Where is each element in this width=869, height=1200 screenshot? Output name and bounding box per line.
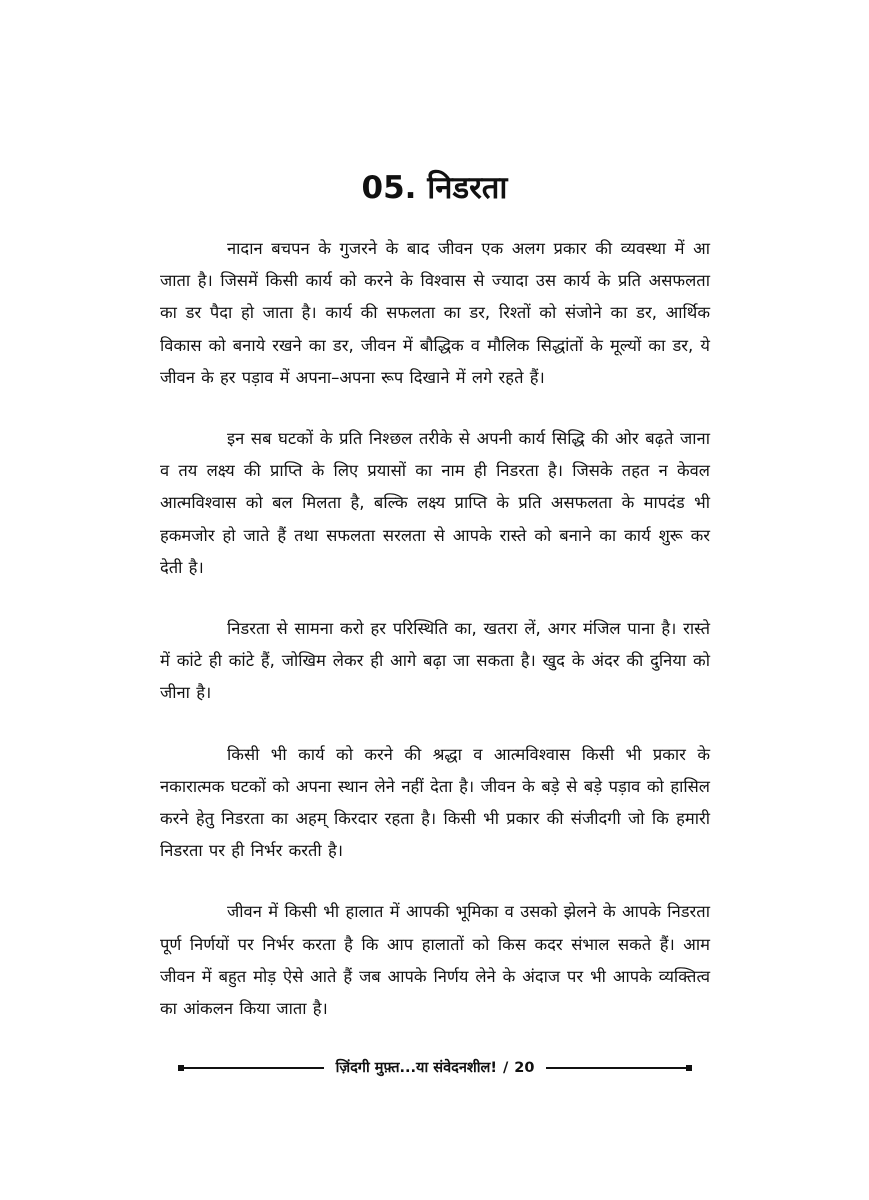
chapter-body: [160, 233, 710, 1054]
chapter-title: 05. निडरता: [361, 170, 508, 206]
page-footer: [178, 1056, 692, 1080]
paragraph-1: नादान बचपन के गुजरने के बाद जीवन एक अलग प्रकार की व्यवस्था में आ जाता है। जिसमें किसी कार्य को करने के विश्वास से ज्यादा उस कार्य के प्रति असफलता का डर पैदा हो जाता है। कार्य की सफलता का डर, रिश्तों को संजोने का डर, आर्थिक विकास को बनाये रखने का डर, जीवन में बौद्धिक व मौलिक सिद्धांतों के मूल्यों का डर, ये जीवन के हर पड़ाव में अपना–अपना रूप दिखाने में लगे रहते हैं।: [160, 239, 710, 387]
paragraph-5: जीवन में किसी भी हालात में आपकी भूमिका व उसको झेलने के आपके निडरता पूर्ण निर्णयों पर निर्भर करता है कि आप हालातों को किस कदर संभाल सकते हैं। आम जीवन में बहुत मोड़ ऐसे आते हैं जब आपके निर्णय लेने के अंदाज पर भी आपके व्यक्तित्व का आंकलन किया जाता है।: [160, 902, 710, 1019]
paragraph-4: किसी भी कार्य को करने की श्रद्धा व आत्मविश्वास किसी भी प्रकार के नकारात्मक घटकों को अपना स्थान लेने नहीं देता है। जीवन के बड़े से बड़े पड़ाव को हासिल करने हेतु निडरता का अहम् किरदार रहता है। किसी भी प्रकार की संजीदगी जो कि हमारी निडरता पर ही निर्भर करती है।: [160, 744, 710, 861]
footer-separator: /: [502, 1060, 509, 1076]
page-number: 20: [514, 1060, 535, 1076]
footer-book-title: ज़िंदगी मुफ़्त...या संवेदनशील!: [335, 1060, 497, 1076]
paragraph-3: निडरता से सामना करो हर परिस्थिति का, खतरा लें, अगर मंजिल पाना है। रास्ते में कांटे ही कांटे हैं, जोखिम लेकर ही आगे बढ़ा जा सकता है। खुद के अंदर की दुनिया को जीना है।: [160, 619, 710, 703]
footer-rule-left: [178, 1067, 324, 1069]
footer-rule-right: [546, 1067, 692, 1069]
footer-text: [324, 1056, 547, 1080]
paragraph-2: इन सब घटकों के प्रति निश्छल तरीके से अपनी कार्य सिद्धि की ओर बढ़ते जाना व तय लक्ष्य की प्राप्ति के लिए प्रयासों का नाम ही निडरता है। जिसके तहत न केवल आत्मविश्वास को बल मिलता है, बल्कि लक्ष्य प्राप्ति के प्रति असफलता के मापदंड भी हकमजोर हो जाते हैं तथा सफलता सरलता से आपके रास्ते को बनाने का कार्य शुरू कर देती है।: [160, 429, 710, 577]
